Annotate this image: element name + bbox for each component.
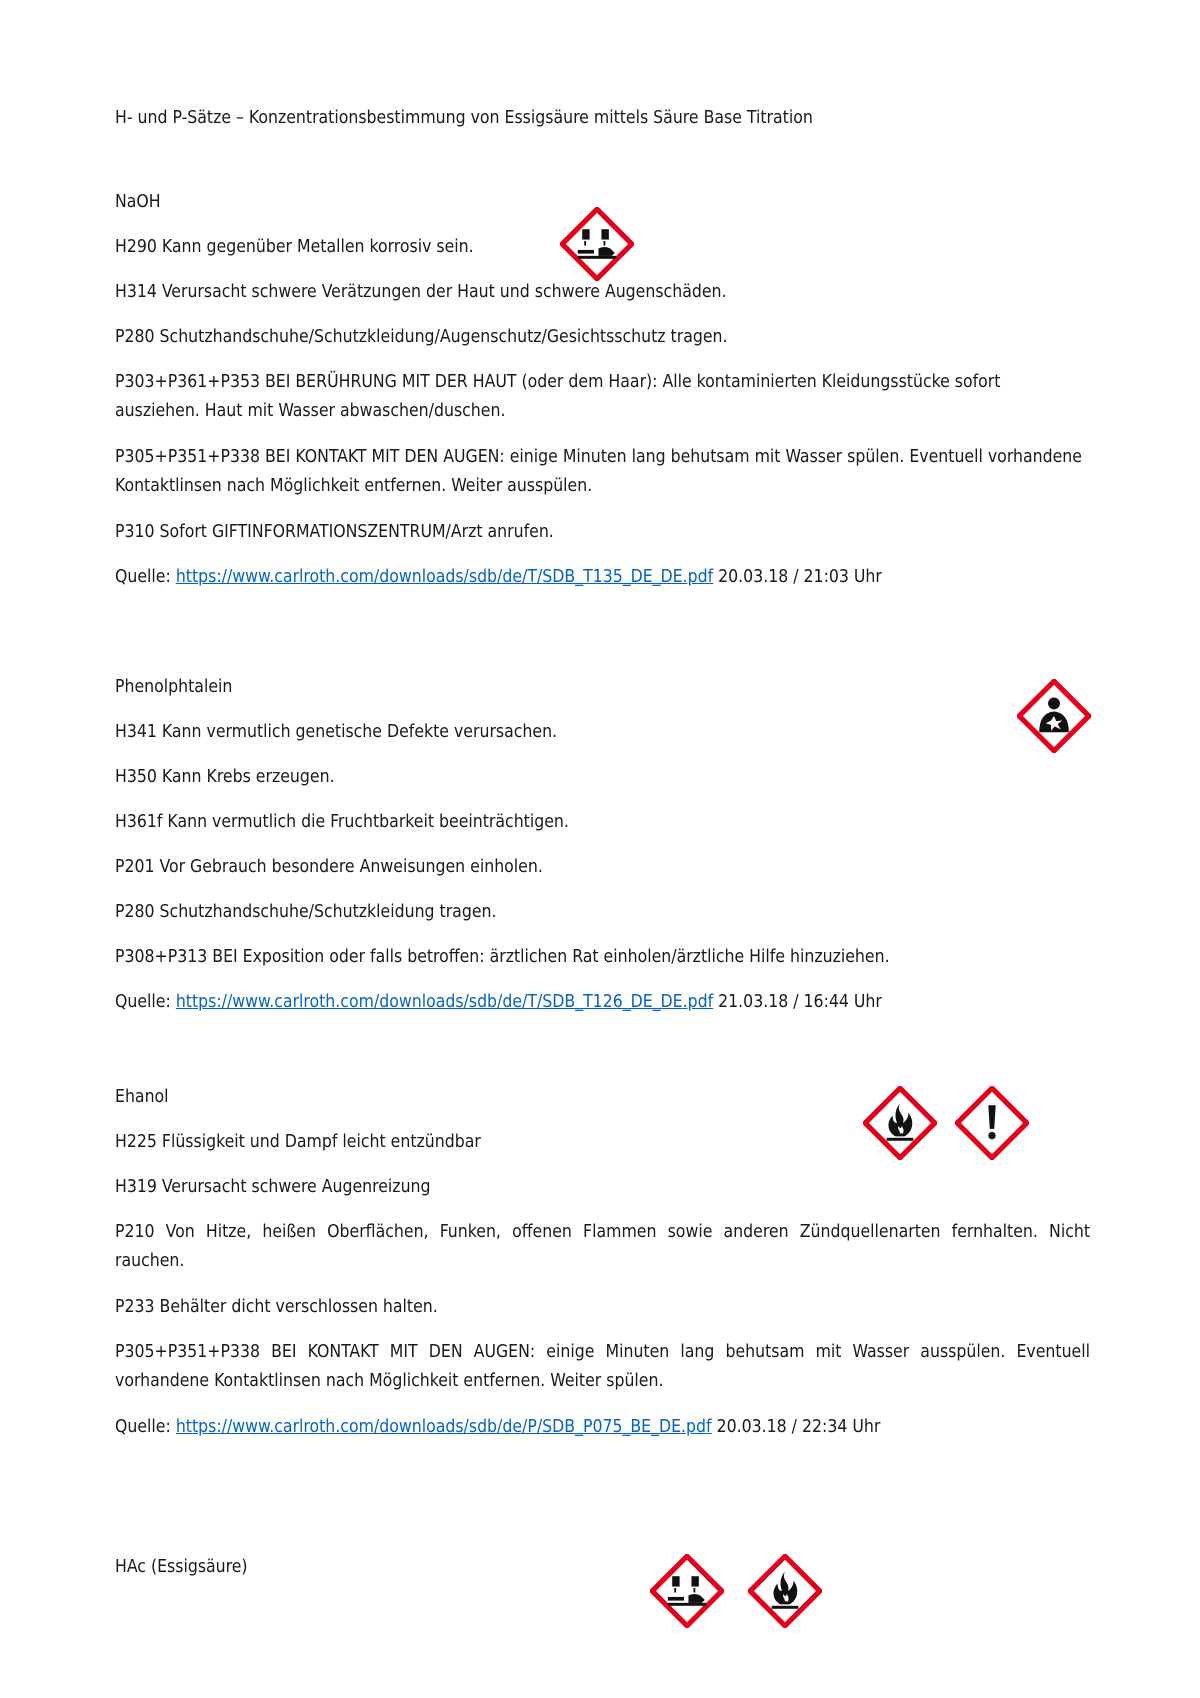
source-date: 21.03.18 / 16:44 Uhr [713,992,882,1012]
source-date: 20.03.18 / 22:34 Uhr [711,1417,881,1437]
source-link[interactable]: https://www.carlroth.com/downloads/sdb/de/T/SDB_T135_DE_DE.pdf [175,567,714,587]
source-link[interactable]: https://www.carlroth.com/downloads/sdb/de/P/SDB_P075_BE_DE.pdf [175,1417,712,1437]
substance-name-ethanol: Ehanol [115,1087,169,1107]
document-title: H- und P-Sätze – Konzentrationsbestimmung von Essigsäure mittels Säure Base Titration [115,108,813,128]
statement: H341 Kann vermutlich genetische Defekte verursachen. [115,722,558,742]
statement: H361f Kann vermutlich die Fruchtbarkeit beeinträchtigen. [115,812,569,832]
source-date: 20.03.18 / 21:03 Uhr [713,567,882,587]
flame-icon [748,1554,822,1628]
source-line [115,1413,1090,1442]
statement: P280 Schutzhandschuhe/Schutzkleidung tragen. [115,902,497,922]
statement: H350 Kann Krebs erzeugen. [115,767,335,787]
statement: P201 Vor Gebrauch besondere Anweisungen einholen. [115,857,543,877]
exclamation-mark-icon [955,1086,1029,1160]
source-line [115,563,1090,592]
statement: P280 Schutzhandschuhe/Schutzkleidung/Augenschutz/Gesichtsschutz tragen. [115,327,728,347]
statement: H290 Kann gegenüber Metallen korrosiv sein. [115,237,474,257]
statement: P305+P351+P338 BEI KONTAKT MIT DEN AUGEN: einige Minuten lang behutsam mit Wasser ausspülen. Eventuell vorhandene Kontaktlinsen nach Möglichkeit entfernen. Weiter spülen. [115,1342,1090,1391]
source-link[interactable]: https://www.carlroth.com/downloads/sdb/de/T/SDB_T126_DE_DE.pdf [175,992,714,1012]
flame-icon [863,1086,937,1160]
statement: P210 Von Hitze, heißen Oberflächen, Funken, offenen Flammen sowie anderen Zündquellenarten fernhalten. Nicht rauchen. [115,1222,1090,1271]
statement: P310 Sofort GIFTINFORMATIONSZENTRUM/Arzt anrufen. [115,522,554,542]
statement: H319 Verursacht schwere Augenreizung [115,1177,431,1197]
statement: H225 Flüssigkeit und Dampf leicht entzündbar [115,1132,481,1152]
statement: P233 Behälter dicht verschlossen halten. [115,1297,438,1317]
substance-name-naoh: NaOH [115,192,161,212]
corrosion-icon [650,1554,724,1628]
source-label: Quelle: [115,567,176,587]
statement: P308+P313 BEI Exposition oder falls betroffen: ärztlichen Rat einholen/ärztliche Hilfe hinzuziehen. [115,947,890,967]
source-label: Quelle: [115,1417,176,1437]
source-line [115,988,1090,1017]
source-label: Quelle: [115,992,176,1012]
statement: P305+P351+P338 BEI KONTAKT MIT DEN AUGEN: einige Minuten lang behutsam mit Wasser spülen. Eventuell vorhandene Kontaktlinsen nach Möglichkeit entfernen. Weiter ausspülen. [115,447,1082,496]
substance-name-hac: HAc (Essigsäure) [115,1557,248,1577]
statement: H314 Verursacht schwere Verätzungen der Haut und schwere Augenschäden. [115,282,727,302]
statement: P303+P361+P353 BEI BERÜHRUNG MIT DER HAUT (oder dem Haar): Alle kontaminierten Kleidungsstücke sofort ausziehen. Haut mit Wasser abwaschen/duschen. [115,372,1001,421]
substance-name-phenolphtalein: Phenolphtalein [115,677,233,697]
health-hazard-icon [1017,679,1091,753]
corrosion-icon [560,207,634,281]
